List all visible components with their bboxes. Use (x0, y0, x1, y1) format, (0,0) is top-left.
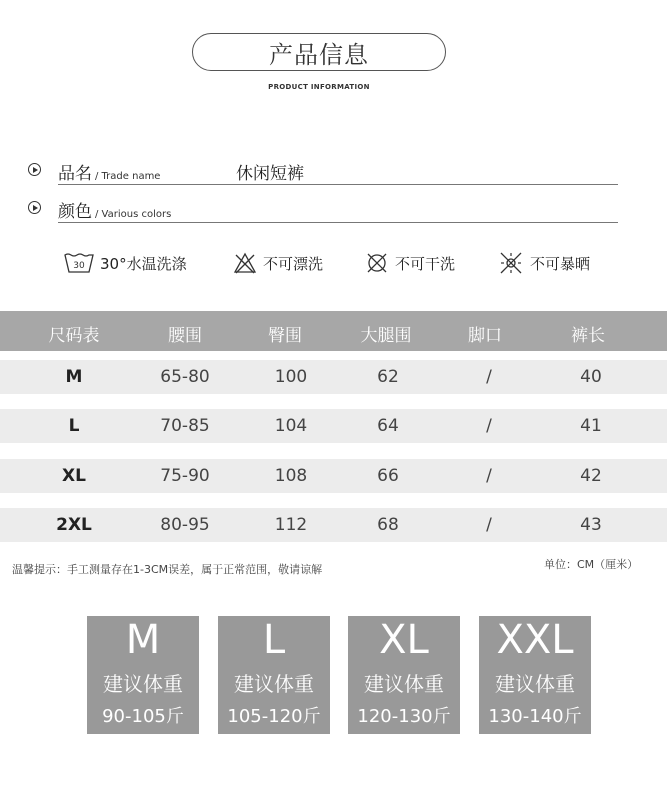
weight-range: 90-105斤 (102, 706, 184, 727)
care-text: 不可干洗 (395, 254, 456, 273)
no-bleach-icon (233, 252, 257, 274)
table-cell: 112 (274, 515, 308, 535)
table-row (0, 508, 667, 542)
info-label: 品名 / Trade name (58, 164, 161, 184)
wash-30-icon (64, 252, 94, 274)
svg-text:30: 30 (73, 261, 85, 271)
table-cell: 43 (580, 515, 602, 535)
care-no-dry-clean (365, 250, 455, 276)
table-row (0, 459, 667, 493)
table-row (0, 409, 667, 443)
header-cell: 臀围 (268, 326, 302, 346)
weight-range: 105-120斤 (227, 706, 321, 727)
divider (58, 184, 618, 185)
weight-size: M (125, 617, 161, 663)
weight-box-xxl (479, 616, 591, 734)
page-subtitle: PRODUCT INFORMATION (268, 83, 370, 91)
weight-size: XXL (496, 617, 574, 663)
table-cell: 62 (377, 367, 399, 387)
page-title: 产品信息 (192, 33, 446, 71)
info-label: 颜色 / Various colors (58, 202, 172, 222)
table-cell: 41 (580, 416, 602, 436)
table-cell: 80-95 (160, 515, 210, 535)
care-no-sun-dry (498, 250, 590, 276)
table-cell: / (486, 416, 492, 436)
measurement-note: 温馨提示：手工测量存在1-3CM误差，属于正常范围，敬请谅解 (12, 563, 323, 576)
table-cell: / (486, 515, 492, 535)
weight-label: 建议体重 (103, 672, 183, 696)
size-table-header (0, 311, 667, 351)
care-text: 不可漂洗 (263, 254, 324, 273)
no-dry-clean-icon (365, 252, 389, 274)
play-circle-icon (28, 163, 41, 176)
weight-size: XL (379, 617, 429, 663)
header-cell: 裤长 (571, 326, 605, 346)
table-cell: 75-90 (160, 466, 210, 486)
weight-box-m (87, 616, 199, 734)
weight-range: 120-130斤 (357, 706, 451, 727)
table-cell: 40 (580, 367, 602, 387)
unit-label: 单位：CM（厘米） (544, 558, 639, 571)
weight-box-xl (348, 616, 460, 734)
header-cell: 腰围 (168, 326, 202, 346)
play-circle-icon (28, 201, 41, 214)
table-cell: 66 (377, 466, 399, 486)
weight-box-l (218, 616, 330, 734)
table-row (0, 360, 667, 394)
info-row-colors (28, 193, 618, 223)
table-cell: 65-80 (160, 367, 210, 387)
table-cell: 108 (274, 466, 308, 486)
care-text: 30°水温洗涤 (100, 254, 187, 273)
info-row-trade-name (28, 155, 618, 185)
header-cell: 尺码表 (48, 326, 100, 346)
header-cell: 大腿围 (360, 326, 412, 346)
table-cell: / (486, 367, 492, 387)
info-value: 休闲短裤 (236, 164, 304, 184)
table-cell: 104 (274, 416, 308, 436)
care-text: 不可暴晒 (530, 254, 591, 273)
header-cell: 脚口 (468, 326, 502, 346)
weight-size: L (262, 617, 286, 663)
table-cell: L (68, 416, 80, 436)
care-no-bleach (233, 250, 323, 276)
table-cell: M (65, 367, 83, 387)
table-cell: / (486, 466, 492, 486)
weight-label: 建议体重 (234, 672, 314, 696)
table-cell: 64 (377, 416, 399, 436)
weight-label: 建议体重 (495, 672, 575, 696)
table-cell: 100 (274, 367, 308, 387)
table-cell: 2XL (56, 515, 92, 535)
weight-label: 建议体重 (364, 672, 444, 696)
table-cell: 70-85 (160, 416, 210, 436)
no-sun-dry-icon (498, 251, 524, 275)
table-cell: 68 (377, 515, 399, 535)
divider (58, 222, 618, 223)
care-wash-30 (64, 250, 187, 276)
table-cell: 42 (580, 466, 602, 486)
weight-range: 130-140斤 (488, 706, 582, 727)
table-cell: XL (62, 466, 86, 486)
